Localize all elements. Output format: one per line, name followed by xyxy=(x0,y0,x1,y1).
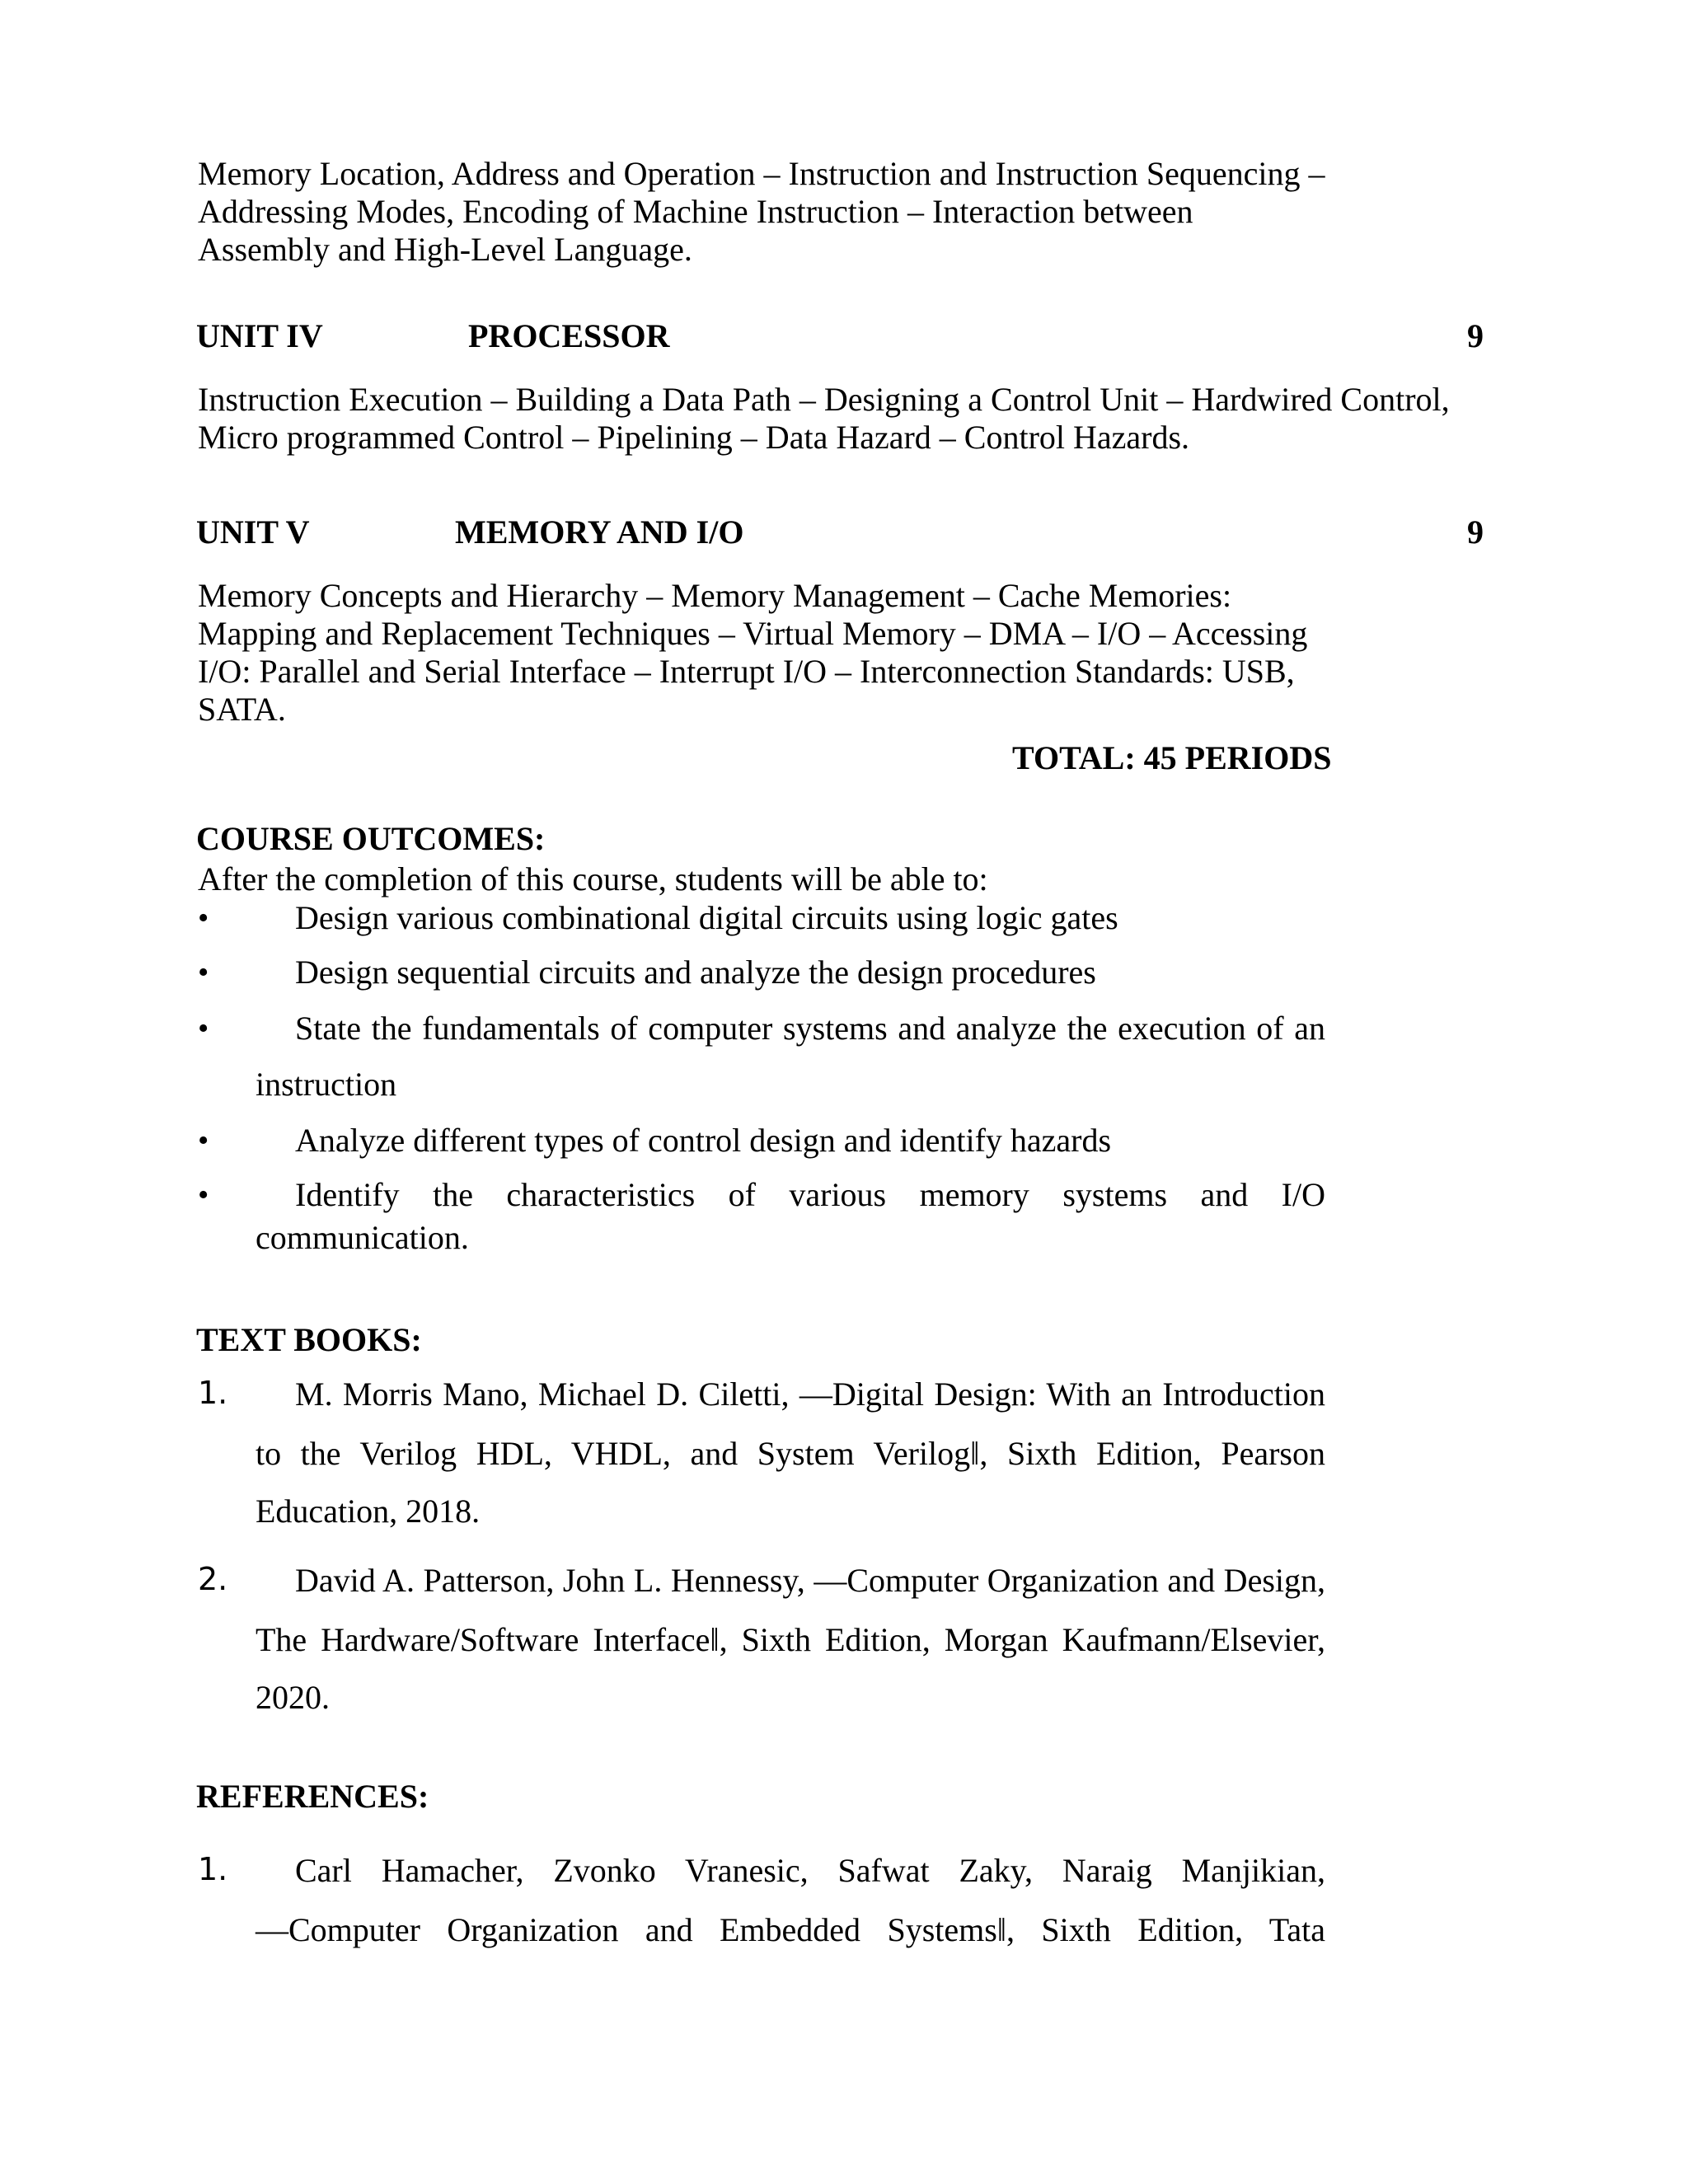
unit4-text-line-1: Instruction Execution – Building a Data Path – Designing a Control Unit – Hardwired Control, xyxy=(198,381,1450,418)
outcome-item-4: Analyze different types of control design and identify hazards xyxy=(295,1122,1112,1159)
unit5-title: MEMORY AND I/O xyxy=(455,513,744,551)
outcome-item-3-line-2: instruction xyxy=(256,1066,397,1103)
references-heading: REFERENCES: xyxy=(196,1778,429,1815)
unit5-periods: 9 xyxy=(1467,513,1484,551)
unit5-label: UNIT V xyxy=(196,513,310,551)
unit5-text-line-4: SATA. xyxy=(198,691,286,728)
outcome-bullet-2: • xyxy=(198,955,209,990)
outcome-bullet-1: • xyxy=(198,901,209,935)
unit3-text-line-2: Addressing Modes, Encoding of Machine Instruction – Interaction between xyxy=(198,193,1193,230)
textbook-2-line-2-text: The Hardware/Software Interface‖, Sixth Edition, Morgan Kaufmann/Elsevier, xyxy=(256,1621,1325,1658)
reference-1-line-1 xyxy=(295,1851,1325,1890)
unit4-label: UNIT IV xyxy=(196,317,323,354)
reference-1-marker: 1. xyxy=(198,1851,228,1887)
outcome-bullet-5: • xyxy=(198,1178,209,1212)
unit3-text-line-3: Assembly and High-Level Language. xyxy=(198,231,692,268)
unit4-title: PROCESSOR xyxy=(468,317,670,354)
textbooks-heading: TEXT BOOKS: xyxy=(196,1321,422,1358)
textbook-1-line-1-text: M. Morris Mano, Michael D. Ciletti, ―Digital Design: With an Introduction xyxy=(295,1376,1325,1413)
unit4-periods: 9 xyxy=(1467,317,1484,354)
textbook-1-line-1 xyxy=(295,1375,1325,1413)
outcome-item-3-line-1 xyxy=(295,1009,1325,1047)
outcome-item-5-line-1 xyxy=(295,1175,1325,1214)
unit3-text-line-1: Memory Location, Address and Operation – Instruction and Instruction Sequencing – xyxy=(198,155,1325,192)
unit5-text-line-1: Memory Concepts and Hierarchy – Memory Management – Cache Memories: xyxy=(198,577,1232,614)
textbook-2-marker: 2. xyxy=(198,1561,228,1597)
unit4-text-line-2: Micro programmed Control – Pipelining – Data Hazard – Control Hazards. xyxy=(198,419,1190,456)
textbook-1-line-2 xyxy=(256,1434,1325,1473)
outcome-item-5-text: Identify the characteristics of various memory systems and I/O xyxy=(295,1176,1325,1213)
textbook-1-line-2-text: to the Verilog HDL, VHDL, and System Verilog‖, Sixth Edition, Pearson xyxy=(256,1435,1325,1472)
reference-1-line-2 xyxy=(256,1910,1325,1949)
unit5-text-line-3: I/O: Parallel and Serial Interface – Interrupt I/O – Interconnection Standards: USB, xyxy=(198,653,1295,690)
outcome-bullet-4: • xyxy=(198,1123,209,1158)
unit5-text-line-2: Mapping and Replacement Techniques – Virtual Memory – DMA – I/O – Accessing xyxy=(198,615,1308,652)
outcome-bullet-3: • xyxy=(198,1011,209,1046)
textbook-1-line-3: Education, 2018. xyxy=(256,1493,481,1530)
textbook-2-line-2 xyxy=(256,1620,1325,1659)
total-periods: TOTAL: 45 PERIODS xyxy=(1012,739,1332,776)
outcome-item-2: Design sequential circuits and analyze the design procedures xyxy=(295,954,1096,991)
outcome-item-1: Design various combinational digital circuits using logic gates xyxy=(295,899,1118,936)
outcomes-intro: After the completion of this course, students will be able to: xyxy=(198,860,988,898)
textbook-2-line-3: 2020. xyxy=(256,1679,330,1716)
textbook-2-line-1-text: David A. Patterson, John L. Hennessy, ―Computer Organization and Design, xyxy=(295,1562,1325,1599)
textbook-2-line-1 xyxy=(295,1561,1325,1600)
outcomes-heading: COURSE OUTCOMES: xyxy=(196,820,546,857)
reference-1-line-1-text: Carl Hamacher, Zvonko Vranesic, Safwat Zaky, Naraig Manjikian, xyxy=(295,1852,1325,1889)
outcome-item-5-line-2: communication. xyxy=(256,1219,469,1256)
reference-1-line-2-text: ―Computer Organization and Embedded Systems‖, Sixth Edition, Tata xyxy=(256,1911,1325,1948)
textbook-1-marker: 1. xyxy=(198,1375,228,1411)
outcome-item-3-text: State the fundamentals of computer systems and analyze the execution of an xyxy=(295,1010,1325,1047)
